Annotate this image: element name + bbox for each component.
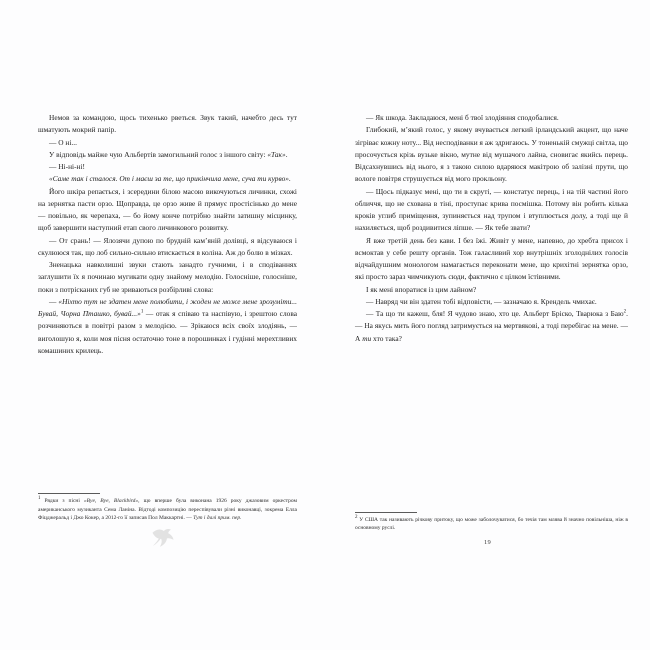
ornament-container bbox=[0, 524, 325, 552]
right-footnote-zone bbox=[355, 512, 628, 532]
paragraph bbox=[38, 149, 297, 161]
paragraph-song-quote bbox=[38, 296, 297, 357]
footnote-number: 1 bbox=[38, 496, 41, 502]
paragraph: — Навряд чи він здатен тобі відповісти, — зазначаю я. Крендель чмихає. bbox=[366, 296, 597, 306]
paragraph: Я вже третій день без кави. І без їжі. Живіт у мене, напевно, до хребта присох і всмоктав у себе решту органів. Тож галасливий хор внутрішніх зголоднілих голосів відчайдушним монологом намагається переконати мене, що крихітні зернятка орзо, які просто зараз чимчикують сюди, фактично є цілком їстівними. bbox=[355, 235, 628, 282]
paragraph-italic: «Так» bbox=[267, 149, 286, 159]
right-page-textblock bbox=[355, 112, 628, 345]
paragraph-with-footnote bbox=[355, 308, 628, 345]
left-footnote bbox=[38, 497, 297, 522]
footnote-separator-rule bbox=[38, 493, 100, 494]
paragraph-tail: хто така? bbox=[371, 333, 402, 343]
page-number: 19 bbox=[483, 539, 492, 546]
page-right bbox=[325, 0, 650, 650]
right-footnote bbox=[355, 516, 628, 532]
paragraph-tail: . bbox=[285, 149, 288, 159]
paragraph: — О ні... bbox=[49, 137, 77, 147]
footnote-translator-note: Тут і далі прим. пер. bbox=[193, 514, 242, 521]
footnote-text-part2: , що вперше була виконана 1926 року джазовим оркестром американського музиканта Сема Ланіна. Відтоді композицію переспівували різні виконавці, зокрема Елла Фіцджеральд і Джо Кокер, а 2012-го її записав Пол Маккартні. — bbox=[38, 498, 297, 521]
footnote-marker-2[interactable]: 2 bbox=[623, 309, 627, 315]
footnote-text-part1: Рядки з пісні bbox=[40, 498, 84, 505]
footnote-number: 2 bbox=[355, 514, 358, 520]
left-page-textblock bbox=[38, 112, 297, 357]
paragraph: — Щось підказує мені, що ти в скруті, — констатує перець, і на тій частині його обличчя, що не схована в тіні, проступає крива посмішка. Потому він робить кілька кроків углиб приміщення, зупиняється над трупом і втуплюється долу, а тоді ще й нахиляється, щоб роздивитися ліпше. — Як тебе звати? bbox=[355, 186, 628, 233]
paragraph: — От срань! — Ялозячи дупою по брудній кам’яній долівці, я відсуваюся і скулююся так, що лоб сильно-сильно втискається в коліна. Аж до болю в мізках. bbox=[38, 235, 297, 257]
paragraph: Немов за командою, щось тихенько рветься. Звук такий, начебто десь тут шматують мокрий папір. bbox=[38, 113, 297, 135]
footnote-separator-rule bbox=[355, 512, 417, 513]
footnote-marker-1[interactable]: 1 bbox=[140, 309, 144, 315]
paragraph-italic-block: «Саме так і сталося. От і маєш за те, що прикінчила мене, суча ти курво». bbox=[49, 174, 291, 184]
paragraph-mid: . — На якусь мить його погляд затримується на мертвякові, а тоді перебігає на мене. — А bbox=[355, 309, 628, 343]
paragraph: — Як шкода. Закладаюся, мені б твої злодіяння сподобалися. bbox=[366, 113, 559, 122]
left-footnote-zone bbox=[38, 493, 297, 522]
song-lyric-italic: «Ніхто тут не здатен мене полюбити, і жоден не може мене зрозуміти... Бувай, Чорна Пташко, бувай...» bbox=[38, 296, 297, 318]
footnote-text: У США так називають річкову притоку, що може заболочуватися, бо течія там млява й значно повільніша, ніж в основному руслі. bbox=[355, 516, 628, 531]
bird-ornament-icon bbox=[149, 524, 177, 552]
paragraph-lead: У відповідь майже чую Альбертів замогильний голос з іншого світу: bbox=[49, 149, 268, 159]
paragraph: — Ні-ні-ні! bbox=[49, 162, 86, 171]
paragraph: Зненацька навколишні звуки стають занадто гучними, і в сподіваннях заглушити їх я починаю мугикати одну знайому мелодію. Голосніше, голосніше, поки з потрісканих губ не зриваються розбірливі слова: bbox=[38, 260, 297, 294]
paragraph: Глибокий, м’який голос, у якому вчувається легкий ірландський акцент, що наче зігріває кожну ноту... Від несподіванки я аж здригаюсь. У тоненькій смужці світла, що просочується крізь вузьке вікно, мутне від мушачого лайна, сновигає якийсь перець. Відсахнувшись від нього, я з такою силою вдаряюся макітрою об залізні прути, що вологе повітря струшується від мого прокльону. bbox=[355, 125, 628, 184]
paragraph: Його шкіра репається, і зсередини білою масою викочуються личинки, схожі на зернятка пасти орзо. Щоправда, це орзо живе й прямує простісінько до мене — повільно, як черепаха, — бо йому конче потрібно знайти затишну місцинку, щоб завершити наступний етап свого личинкового розвитку. bbox=[38, 186, 297, 233]
paragraph-lead: — Та що ти кажеш, бля! Я чудово знаю, хто це. Альберт Бріско, Тварюка з Баю bbox=[366, 309, 624, 318]
paragraph: І як мені впоратися із цим лайном? bbox=[366, 284, 477, 294]
paragraph-lead: — bbox=[49, 296, 59, 306]
paragraph-tail: — отак я співаю та наспівую, і зрештою слова розчиняються в повітрі разом з мелодією. — Зрікаюся всіх своїх злодіянь, — виголошую я, коли моя пісня остаточно тоне в порошинках і гудінні мерехтливих комашиних крилець. bbox=[38, 309, 297, 355]
footnote-song-title: «Bye, Bye, Blackbird» bbox=[83, 498, 139, 505]
paragraph-italic: ти bbox=[362, 333, 372, 343]
